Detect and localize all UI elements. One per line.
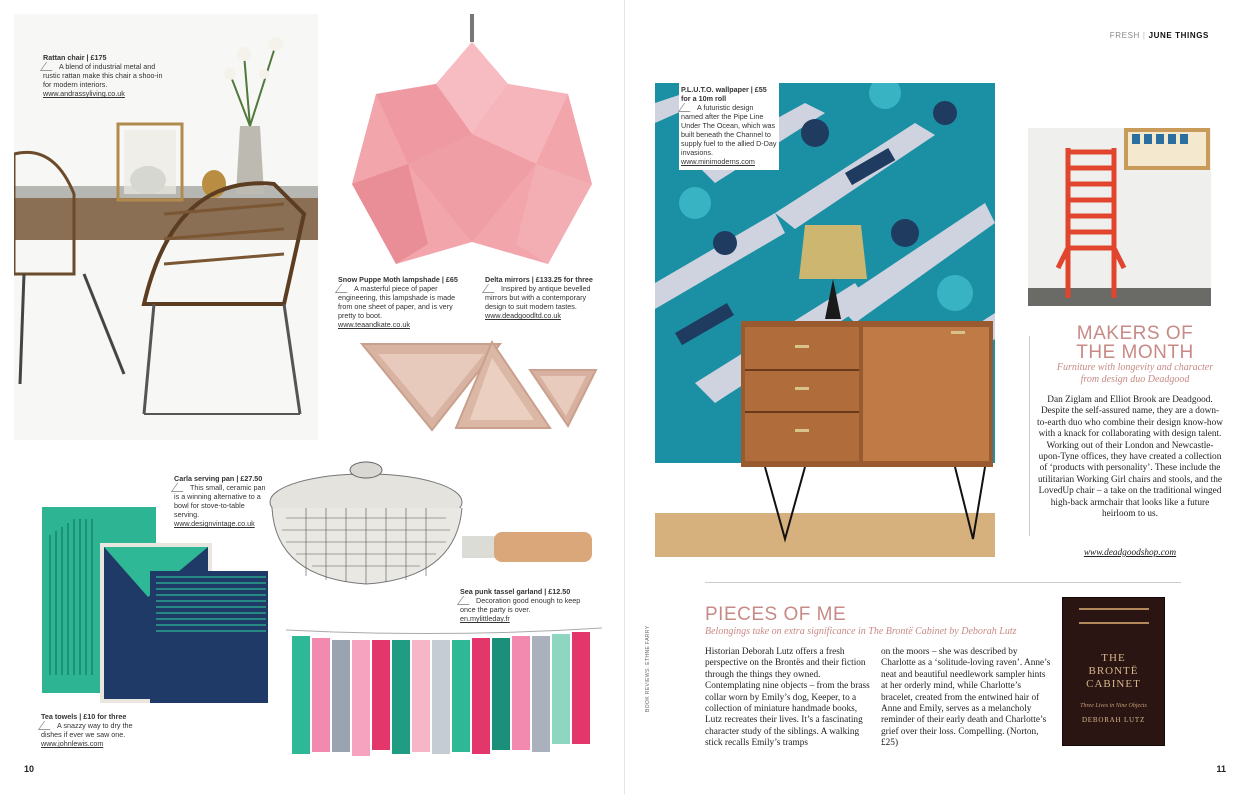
caption-arrow-icon [171,483,189,492]
caption-arrow-icon [38,721,56,730]
subsection-name: JUNE THINGS [1148,31,1209,40]
wallpaper-caption [679,83,779,170]
delta-mirrors-image [358,340,598,434]
tea-towels-caption [41,712,153,748]
caption-link[interactable]: www.johnlewis.com [41,739,104,748]
makers-body: Dan Ziglam and Elliot Brook are Deadgood. Despite the self-assured name, they are a down-to-earth duo who combine their design know-how with a knack for collaborating with design talent. Working out of their London and Newcastle-upon-Tyne offices, they have created a collection of ‘products with personality’. These include the utilitarian Working Girl chairs and stools, and the LovedUp chair – a take on the traditional winged high-back armchair that looks like a future heirloom to us. [1037,395,1223,520]
lampshade-caption [338,275,464,329]
makers-link[interactable]: www.deadgoodshop.com [1083,548,1177,558]
makers-vertical-rule [1029,336,1030,536]
book-title-line-2: BRONTË [1088,665,1139,677]
tea-towels-image [40,505,270,705]
page-number-right: 11 [1216,764,1226,774]
caption-link[interactable]: www.designvintage.co.uk [174,519,255,528]
tassel-garland-image [286,624,602,760]
book-cover [1062,597,1165,746]
caption-title: Carla serving pan | £27.50 [174,474,263,483]
tassel-garland-caption [460,587,584,623]
caption-title: Snow Puppe Moth lampshade | £65 [338,275,458,284]
caption-title: Delta mirrors | £133.25 for three [485,275,593,284]
makers-standfirst: Furniture with longevity and character from design duo Deadgood [1056,362,1214,385]
caption-title: P.L.U.T.O. wallpaper | £55 for a 10m roll [681,85,767,103]
caption-link[interactable]: www.deadgoodltd.co.uk [485,311,561,320]
page-number-left: 10 [24,764,35,774]
caption-arrow-icon [40,62,58,71]
caption-text: A blend of industrial metal and rustic rattan make this chair a shoo-in for modern interiors. [43,62,163,89]
right-page [625,0,1250,794]
pieces-heading: PIECES OF ME [705,604,847,625]
caption-link[interactable]: www.andrassyliving.co.uk [43,89,125,98]
book-reviews-side-label: BOOK REVIEWS: ETHNE FARRY [645,625,651,712]
caption-arrow-icon [678,103,696,112]
book-cover-subtitle: Three Lives in Nine Objects [1080,703,1147,709]
pieces-standfirst: Belongings take on extra significance in The Brontë Cabinet by Deborah Lutz [705,626,1017,637]
caption-arrow-icon [457,596,475,605]
caption-text: Inspired by antique bevelled mirrors but with a contemporary design to suit modern tastes. [485,284,591,311]
book-cover-author: DEBORAH LUTZ [1081,716,1146,724]
delta-mirrors-caption [485,275,597,320]
serving-pan-image [266,458,596,590]
caption-arrow-icon [335,284,353,293]
caption-link[interactable]: www.teaandkate.co.uk [338,320,410,329]
moth-lampshade-image [348,14,596,270]
stacked-chairs-image [1028,128,1211,306]
book-title-line-3: CABINET [1086,678,1141,690]
caption-text: A masterful piece of paper engineering, this lampshade is made from one sheet of paper, and is very pretty to boot. [338,284,456,320]
pieces-column-1: Historian Deborah Lutz offers a fresh perspective on the Brontës and their fiction through the things they owned. Contemplating nine objects – from the brass collar worn by Emily’s dog, Keeper, to a collection of miniature handmade books, Lutz recreates their lives. It’s a fascinating character study of the siblings. A walking stick recalls Emily’s tramps [705,647,870,749]
caption-link[interactable]: www.minimoderns.com [681,157,755,166]
book-cover-title [1063,652,1164,691]
caption-title: Tea towels | £10 for three [41,712,127,721]
section-divider [705,582,1181,583]
pieces-column-2: on the moors – she was described by Charlotte as a ‘solitude-loving raven’. Anne’s neat and beautiful needlework sampler hints at her orderly mind, while Charlotte’s bracelet, created from the entwined hair of Anne and Emily, serves as a melancholy reminder of their early death and Charlotte’s grief over their loss. Compelling. (Norton, £25) [881,647,1051,749]
caption-title: Sea punk tassel garland | £12.50 [460,587,571,596]
book-title-line-1: THE [1101,652,1126,664]
makers-heading: MAKERS OF THE MONTH [1076,323,1194,363]
section-name: FRESH [1109,31,1140,40]
caption-text: A snazzy way to dry the dishes if ever we saw one. [41,721,133,739]
book-cover-ornament [1079,608,1149,624]
caption-text: This small, ceramic pan is a winning alternative to a bowl for stove-to-table serving. [174,483,266,519]
caption-text: Decoration good enough to keep once the party is over. [460,596,581,614]
caption-link[interactable]: en.mylittleday.fr [460,614,510,623]
caption-text: A futuristic design named after the Pipe Line Under The Ocean, which was built beneath the Channel to supply fuel to the allied D-Day invasions. [681,103,777,157]
caption-arrow-icon [482,284,500,293]
rattan-chair-caption [43,53,168,98]
section-header [1110,31,1209,40]
header-separator: | [1142,31,1146,40]
caption-title: Rattan chair | £175 [43,53,107,62]
